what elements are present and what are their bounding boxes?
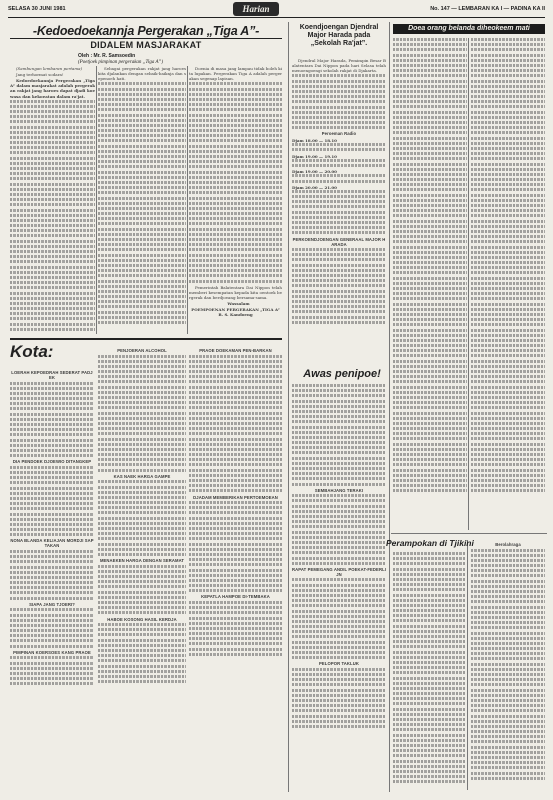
body-text-lines (98, 623, 186, 683)
body-text-lines (292, 578, 386, 659)
lead-headline-block (10, 24, 282, 52)
kota-column-2 (98, 346, 186, 792)
body-text-lines (10, 656, 94, 685)
djadam-headline: DJADAM MEMBERIKAN PERTOEMOEAN (193, 494, 278, 500)
body-text-lines (393, 552, 465, 783)
perampokan-headline: Perampokan di Tjikini (386, 538, 474, 548)
awas-headline: Awas penipoe! (303, 368, 381, 380)
center-headline: MENAEKEN HARGA DENGAN SERAMAT (99, 558, 185, 564)
radio-time: Djam 20.00 — 21.00 (292, 184, 337, 190)
column-divider (468, 38, 469, 530)
masthead (8, 4, 545, 18)
lead-paragraph: Pemerintah Balatentara Dai Nippon telah memberi kesempatan kepada kita oentoek bergerak dan berdjoeang bersama-sama. (189, 284, 282, 301)
lead-paragraph: Kedoedoekannja Pergerakan „Tiga A” dalam masjarakat adalah pergerakan rakjat jang haroes dapat djadi koewasa dan kekoeatan dalam ra'jat. (10, 78, 95, 99)
center-headline: KAS NAEK HARGA GAMPE (113, 473, 171, 479)
column-divider (187, 66, 188, 334)
body-text-lines (10, 466, 94, 536)
lead-column-3 (189, 66, 282, 334)
lead-signature: POEMPOENAN PERGERAKAN „TIGA A” R. S. Kandoeng (191, 307, 280, 318)
body-text-lines (292, 74, 386, 129)
radio-time: Djam 19.00 — 20.00 (292, 169, 337, 175)
koendjoengan-headline: Koendjoengan Djendral Major Harada pada „Sekolah Ra'jat”. (299, 24, 379, 47)
right-column-4 (471, 540, 545, 792)
section-rule (391, 533, 547, 534)
center-headline: HABOE KOSONG HASIL KERDJA (107, 616, 177, 622)
body-text-lines (98, 355, 186, 472)
lead-source: (Sambungan lembaran pertama) (16, 66, 83, 71)
kota-headline: DIA PENDOEK DJOEWIO DITANGKEP (12, 459, 92, 465)
radio-time: Djam 18.00 — 18.10 (292, 137, 337, 143)
perkoendjoengan-headline: PERKOENDJOENGAN GENERAAL MAJOR HARADA (292, 236, 386, 247)
body-text-lines (471, 38, 545, 492)
banner-headline: Doea orang belanda diheokeem mati (393, 24, 545, 34)
body-text-lines (292, 190, 386, 235)
beroeri-headline: Berolahraga (495, 542, 521, 547)
center-headline: PENJOERAN ALCOHOL (117, 348, 167, 353)
lead-headline: -Kedoedoekannja Pergerakan „Tiga A”- (10, 24, 282, 39)
body-text-lines (292, 668, 386, 728)
pelopor-headline: PELOPOR TAKLUK (319, 661, 359, 667)
section-rule (10, 338, 282, 340)
radio-time: Djam 19.00 — 19.10 (292, 153, 337, 159)
kota-headline: PIMPINAN KOERSOES KANG PRAOE (13, 649, 91, 655)
center-column-bottom (292, 384, 386, 792)
lead-author: Oleh : Mr. R. Samsoedin (78, 53, 136, 59)
kota-headline: SIAPA JANG TJOERI? (29, 601, 75, 607)
body-text-lines (189, 501, 282, 592)
column-divider (467, 540, 468, 790)
right-column-2 (471, 38, 545, 530)
sembahjang-headline: SEMBAHJANG TERAKI (314, 487, 364, 493)
body-text-lines (292, 494, 386, 564)
lead-column-2 (98, 66, 186, 334)
lead-column-1 (10, 66, 95, 334)
kota-column-3 (189, 346, 282, 792)
right-column-1 (393, 38, 467, 530)
body-text-lines (10, 100, 95, 331)
lead-subheadline: DIDALEM MASJARAKAT (90, 40, 202, 50)
body-text-lines (189, 82, 282, 282)
kopatsi-headline: KEPATLA HAMPOE DI-TEMBAKA (201, 594, 270, 600)
kota-column-1 (10, 368, 94, 792)
center-column-top (292, 58, 386, 364)
body-text-lines (189, 601, 282, 656)
newspaper-logo: Harian (233, 2, 279, 16)
kota-section-title: Kota: (10, 342, 54, 361)
body-text-lines (393, 38, 467, 492)
radio-schedule-title: Peroeman Radio (321, 131, 357, 137)
body-text-lines (292, 248, 386, 324)
issue-number: No. 147 — LEMBARAN KA I — PADINA KA II (430, 6, 545, 12)
body-text-lines (471, 549, 545, 780)
body-text-lines (10, 608, 94, 647)
lead-paragraph: Doenia di masa jang lampau tidak boleh kita lupakan. Pergerakan Tiga A adalah pergerakan segenap lapisan. (189, 66, 282, 82)
right-column-3 (393, 552, 465, 792)
koendjoengan-body: Djendral Major Harada, Pemimpin Besar Balatentara Dai Nippon pada hari Selasa telah menoengoengi sekolah rakjat di Djakarta. (292, 58, 386, 74)
lead-tagline: (Poetjoek pimpinan pergerakan „Tiga A”) (78, 60, 163, 65)
kota-headline: NONA BLANDA KELIAJAN MORDJI SAPTAKAN (10, 538, 94, 549)
body-text-lines (98, 565, 186, 615)
body-text-lines (189, 355, 282, 493)
praoe-headline: PRAOE DOEKAMAN PEN-BARKAN (199, 348, 272, 353)
issue-date: SELASA 30 JUNI 1981 (8, 6, 66, 12)
lead-paragraph: Sebagai pergerakan rakjat jang haroes kita djalankan dengan sebaik-baiknja dan sepenoeh hati. (98, 66, 186, 82)
column-divider (288, 22, 289, 792)
body-text-lines (292, 384, 386, 486)
body-text-lines (98, 82, 186, 324)
kota-headline: LOERAH KEPOEDRAH SEDERAT PADJEK (11, 370, 93, 380)
body-text-lines (98, 480, 186, 556)
column-divider (96, 66, 97, 334)
lead-footer: Wassalam (227, 301, 250, 307)
column-divider (389, 22, 390, 792)
lead-intro: Jang terhormat sodara! (16, 72, 64, 77)
body-text-lines (10, 550, 94, 600)
rapat-headline: RAPAT PEMEGANG ANDIL POEKAT-FEDERLIJN (292, 566, 386, 577)
body-text-lines (10, 382, 94, 458)
